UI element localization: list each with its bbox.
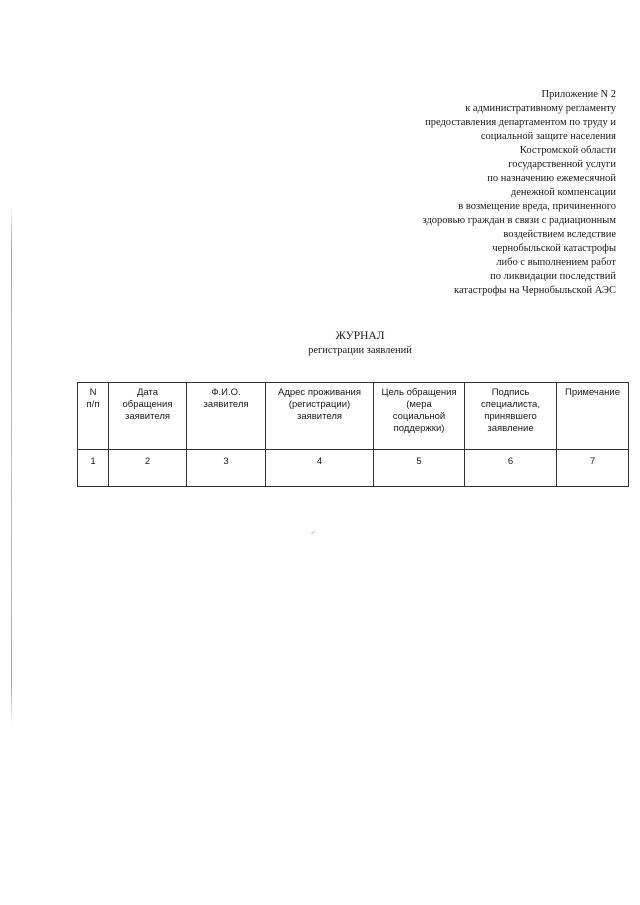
appendix-header-line: катастрофы на Чернобыльской АЭС [454,285,616,296]
appendix-header-line: к административному регламенту [465,103,616,114]
journal-subtitle: регистрации заявлений [308,345,412,356]
appendix-header-line: государственной услуги [508,159,616,170]
appendix-header-line: предоставления департаментом по труду и [425,117,616,128]
appendix-header-line: по назначению ежемесячной [487,173,616,184]
header-address: Адрес проживания (регистрации) заявителя [266,383,374,450]
registration-table [77,382,629,487]
scan-edge-shadow [11,205,12,725]
appendix-header-line: здоровью граждан в связи с радиационным [422,215,616,226]
appendix-header-line: чернобыльской катастрофы [492,243,616,254]
appendix-header-line: Приложение N 2 [541,89,616,100]
appendix-header-line: воздействием вследствие [503,229,616,240]
header-fio: Ф.И.О. заявителя [187,383,266,450]
appendix-header [316,88,616,298]
column-number-cell: 7 [557,450,629,487]
header-number: N п/п [78,383,109,450]
appendix-header-line: в возмещение вреда, причиненного [458,201,616,212]
column-number-cell: 5 [374,450,465,487]
header-purpose: Цель обращения (мера социальной поддержки) [374,383,465,450]
table-row [78,450,629,487]
column-number-cell: 4 [266,450,374,487]
column-number-cell: 1 [78,450,109,487]
column-number-cell: 6 [465,450,557,487]
column-number-cell: 2 [109,450,187,487]
table-header-row [78,383,629,450]
appendix-header-line: по ликвидации последствий [490,271,616,282]
header-date: Дата обращения заявителя [109,383,187,450]
appendix-header-line: социальной защите населения [480,131,616,142]
scan-smudge [311,531,315,534]
appendix-header-line: либо с выполнением работ [496,257,616,268]
journal-title: ЖУРНАЛ [335,330,385,342]
column-number-cell: 3 [187,450,266,487]
header-signature: Подпись специалиста, принявшего заявление [465,383,557,450]
header-note: Примечание [557,383,629,450]
appendix-header-line: Костромской области [519,145,616,156]
appendix-header-line: денежной компенсации [510,187,616,198]
